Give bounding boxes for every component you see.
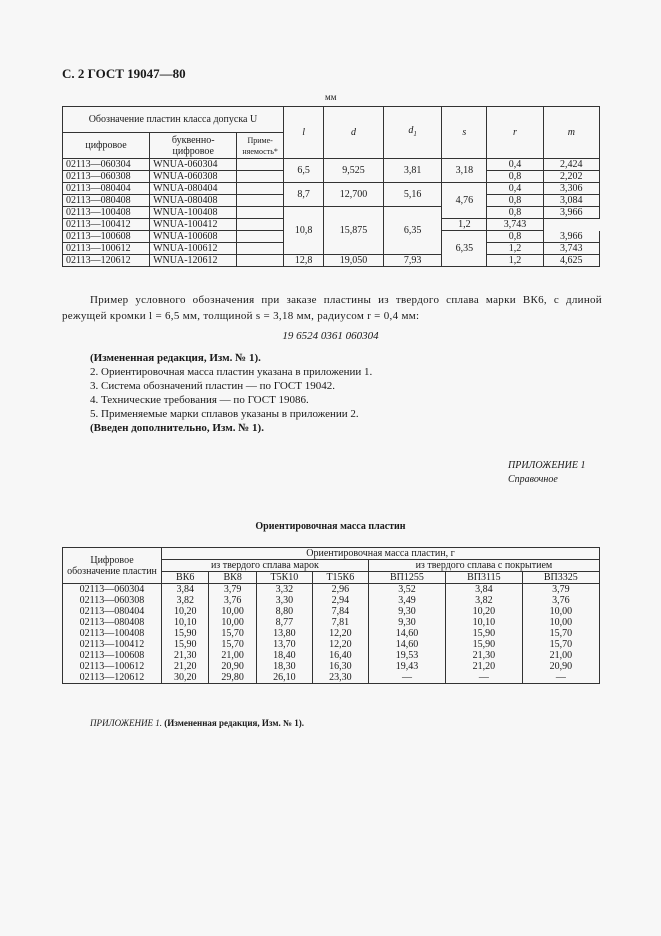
table-cell: 9,30 (368, 617, 445, 628)
table-cell: WNUA-060308 (150, 171, 237, 183)
table-cell: 10,20 (162, 606, 209, 617)
example-code: 19 6524 0361 060304 (282, 330, 379, 342)
table-cell: 2,94 (312, 595, 368, 606)
note-item: (Измененная редакция, Изм. № 1). (90, 352, 261, 364)
page-header: С. 2 ГОСТ 19047—80 (62, 66, 186, 81)
header-designation: Цифровое обозначение пластин (63, 548, 162, 584)
table-cell: WNUA-080404 (150, 183, 237, 195)
table-cell: 8,7 (283, 183, 323, 207)
table-cell: 15,90 (446, 628, 523, 639)
table-cell: 3,76 (209, 595, 256, 606)
unit-label: мм (325, 92, 337, 102)
table-cell: WNUA-100612 (150, 243, 237, 255)
table-cell: 4,76 (442, 183, 487, 219)
table-cell: 3,76 (522, 595, 599, 606)
table-cell: 02113—100608 (63, 231, 150, 243)
table-cell: 10,00 (522, 606, 599, 617)
table-cell: 15,70 (522, 628, 599, 639)
header-applicability: Приме-няемость* (237, 133, 284, 159)
table-cell (237, 171, 284, 183)
table2-title: Ориентировочная масса пластин (255, 521, 406, 532)
table-cell: 02113—100608 (63, 650, 162, 661)
table-cell: 7,81 (312, 617, 368, 628)
table-cell: 1,2 (487, 243, 543, 255)
notes-list (90, 351, 372, 435)
table-cell: 16,30 (312, 661, 368, 672)
table-cell: 15,875 (324, 207, 383, 255)
table-cell: 3,84 (446, 584, 523, 596)
table-cell: 6,35 (442, 231, 487, 267)
table-cell (237, 243, 284, 255)
header-group-uncoated: из твердого сплава марок (162, 560, 369, 572)
table-cell: 7,84 (312, 606, 368, 617)
table-cell: — (368, 672, 445, 684)
table-cell: 10,10 (446, 617, 523, 628)
table-cell: 3,966 (543, 207, 599, 219)
table-cell: 4,625 (543, 255, 599, 267)
table-cell: 13,70 (256, 639, 312, 650)
table-cell: 1,2 (442, 219, 487, 231)
table-cell: 02113—100412 (63, 639, 162, 650)
table-cell: 02113—100408 (63, 628, 162, 639)
header-s: s (442, 107, 487, 159)
table-cell: 10,00 (209, 617, 256, 628)
table-cell: 21,20 (162, 661, 209, 672)
header-r: r (487, 107, 543, 159)
table-cell: 15,90 (162, 639, 209, 650)
table-cell: 02113—080404 (63, 183, 150, 195)
table-cell: 6,35 (383, 207, 442, 255)
table-cell: 3,52 (368, 584, 445, 596)
table-cell: 0,4 (487, 183, 543, 195)
table-row (63, 672, 600, 684)
table-cell: 02113—060304 (63, 584, 162, 596)
table-cell (237, 159, 284, 171)
table-cell: 3,49 (368, 595, 445, 606)
table-cell: 20,90 (209, 661, 256, 672)
table-cell: 19,43 (368, 661, 445, 672)
table-cell (237, 219, 284, 231)
header-l: l (283, 107, 323, 159)
table-cell: WNUA-060304 (150, 159, 237, 171)
table-cell: 15,70 (209, 639, 256, 650)
header-grade: Т5К10 (256, 572, 312, 584)
table-row (63, 606, 600, 617)
header-grade: ВП3325 (522, 572, 599, 584)
table-cell: 3,82 (446, 595, 523, 606)
table-cell: 10,20 (446, 606, 523, 617)
table-cell (237, 231, 284, 243)
table-cell: 15,90 (162, 628, 209, 639)
table-cell: 20,90 (522, 661, 599, 672)
table-row (63, 628, 600, 639)
table-cell (237, 255, 284, 267)
table-cell: WNUA-100412 (150, 219, 237, 231)
table-cell: 9,30 (368, 606, 445, 617)
table-cell: 3,81 (383, 159, 442, 183)
header-group-coated: из твердого сплава с покрытием (368, 560, 599, 572)
table-cell: 02113—060304 (63, 159, 150, 171)
note-item: 3. Система обозначений пластин — по ГОСТ 19042. (90, 380, 335, 392)
table-row (63, 639, 600, 650)
table-cell: 2,424 (543, 159, 599, 171)
table-cell: 15,70 (209, 628, 256, 639)
table-cell: 9,525 (324, 159, 383, 183)
note-item: 2. Ориентировочная масса пластин указана в приложении 1. (90, 366, 373, 378)
table-cell: 02113—100612 (63, 661, 162, 672)
header-m: m (543, 107, 599, 159)
table-cell: 21,20 (446, 661, 523, 672)
table-cell: 2,96 (312, 584, 368, 596)
header-digital: цифровое (63, 133, 150, 159)
table-cell (237, 183, 284, 195)
note-item: 5. Применяемые марки сплавов указаны в приложении 2. (90, 408, 359, 420)
table-cell: 3,82 (162, 595, 209, 606)
table-cell: 18,40 (256, 650, 312, 661)
header-grade: ВП3115 (446, 572, 523, 584)
table-cell: 0,8 (487, 231, 543, 243)
table-cell: 3,79 (209, 584, 256, 596)
table-cell: 3,30 (256, 595, 312, 606)
header-grade: ВК6 (162, 572, 209, 584)
table-cell: 19,53 (368, 650, 445, 661)
table-cell: 8,80 (256, 606, 312, 617)
table-cell: 02113—080408 (63, 617, 162, 628)
table-cell: 1,2 (487, 255, 543, 267)
table-cell: 29,80 (209, 672, 256, 684)
table-cell: 10,00 (522, 617, 599, 628)
table-cell: WNUA-100608 (150, 231, 237, 243)
table-cell: — (446, 672, 523, 684)
table-cell: WNUA-120612 (150, 255, 237, 267)
table-cell: 3,18 (442, 159, 487, 183)
table-cell (237, 207, 284, 219)
table-cell: 02113—100612 (63, 243, 150, 255)
table-cell: 02113—100408 (63, 207, 150, 219)
table-cell: 02113—080404 (63, 606, 162, 617)
table-cell: 02113—120612 (63, 672, 162, 684)
table-cell: 21,30 (446, 650, 523, 661)
table-cell: 21,30 (162, 650, 209, 661)
appendix-type: Справочное (508, 474, 558, 485)
table-cell: 7,93 (383, 255, 442, 267)
footnote-text: (Измененная редакция, Изм. № 1). (164, 718, 305, 728)
table-cell: 02113—060308 (63, 595, 162, 606)
header-grade: Т15К6 (312, 572, 368, 584)
table-cell: 02113—060308 (63, 171, 150, 183)
table-cell: — (522, 672, 599, 684)
table-cell: 14,60 (368, 639, 445, 650)
table-row (63, 584, 600, 596)
header-d: d (324, 107, 383, 159)
table-cell: 15,90 (446, 639, 523, 650)
table-cell (237, 195, 284, 207)
table-cell: 26,10 (256, 672, 312, 684)
table-row (63, 617, 600, 628)
table-cell: 12,700 (324, 183, 383, 207)
table-cell: 30,20 (162, 672, 209, 684)
table-cell: 8,77 (256, 617, 312, 628)
table-cell: 3,306 (543, 183, 599, 195)
table-cell: 3,32 (256, 584, 312, 596)
appendix-title: ПРИЛОЖЕНИЕ 1 (508, 460, 586, 471)
header-grade: ВК8 (209, 572, 256, 584)
header-alphanumeric: буквенно-цифровое (150, 133, 237, 159)
table-cell: 3,966 (543, 231, 599, 243)
table-cell: 3,743 (487, 219, 543, 231)
table-cell: 3,84 (162, 584, 209, 596)
table-cell: 12,20 (312, 639, 368, 650)
header-d1: $d_1$ (383, 107, 442, 159)
table-cell: 0,8 (487, 207, 543, 219)
table-cell: 16,40 (312, 650, 368, 661)
table-cell: 02113—100412 (63, 219, 150, 231)
table-cell: 10,10 (162, 617, 209, 628)
table-cell: 0,8 (487, 171, 543, 183)
footnote (90, 718, 304, 728)
table-cell: 13,80 (256, 628, 312, 639)
table-cell: 21,00 (209, 650, 256, 661)
dimensions-table (62, 106, 600, 267)
table-row (63, 595, 600, 606)
table-cell: 19,050 (324, 255, 383, 267)
table-cell: 2,202 (543, 171, 599, 183)
footnote-ref: ПРИЛОЖЕНИЕ 1. (90, 718, 162, 728)
header-grade: ВП1255 (368, 572, 445, 584)
table-cell: 5,16 (383, 183, 442, 207)
table-cell: 14,60 (368, 628, 445, 639)
table-cell: 3,084 (543, 195, 599, 207)
table-cell: WNUA-100408 (150, 207, 237, 219)
table-cell: 15,70 (522, 639, 599, 650)
table-cell: 6,5 (283, 159, 323, 183)
example-paragraph: Пример условного обозначения при заказе пластины из твердого сплава марки ВК6, с длиной режущей кромки l = 6,5 мм, толщиной s = 3,18 мм, радиусом r = 0,4 мм: (62, 294, 602, 322)
note-item: 4. Технические требования — по ГОСТ 19086. (90, 394, 309, 406)
appendix-label (508, 459, 586, 487)
table-row (63, 661, 600, 672)
table-cell: 12,20 (312, 628, 368, 639)
note-item: (Введен дополнительно, Изм. № 1). (90, 422, 264, 434)
table-cell: 21,00 (522, 650, 599, 661)
table-cell: 0,8 (487, 195, 543, 207)
mass-table (62, 547, 600, 684)
table-cell: WNUA-080408 (150, 195, 237, 207)
table-row (63, 650, 600, 661)
table-cell: 0,4 (487, 159, 543, 171)
table-cell: 3,743 (543, 243, 599, 255)
table-cell: 12,8 (283, 255, 323, 267)
table-cell: 3,79 (522, 584, 599, 596)
table-cell: 10,8 (283, 207, 323, 255)
table-cell: 02113—120612 (63, 255, 150, 267)
group-header: Обозначение пластин класса допуска U (63, 107, 284, 133)
table-cell: 18,30 (256, 661, 312, 672)
table-cell: 02113—080408 (63, 195, 150, 207)
table-cell: 23,30 (312, 672, 368, 684)
header-mass: Ориентировочная масса пластин, г (162, 548, 600, 560)
table-cell: 10,00 (209, 606, 256, 617)
